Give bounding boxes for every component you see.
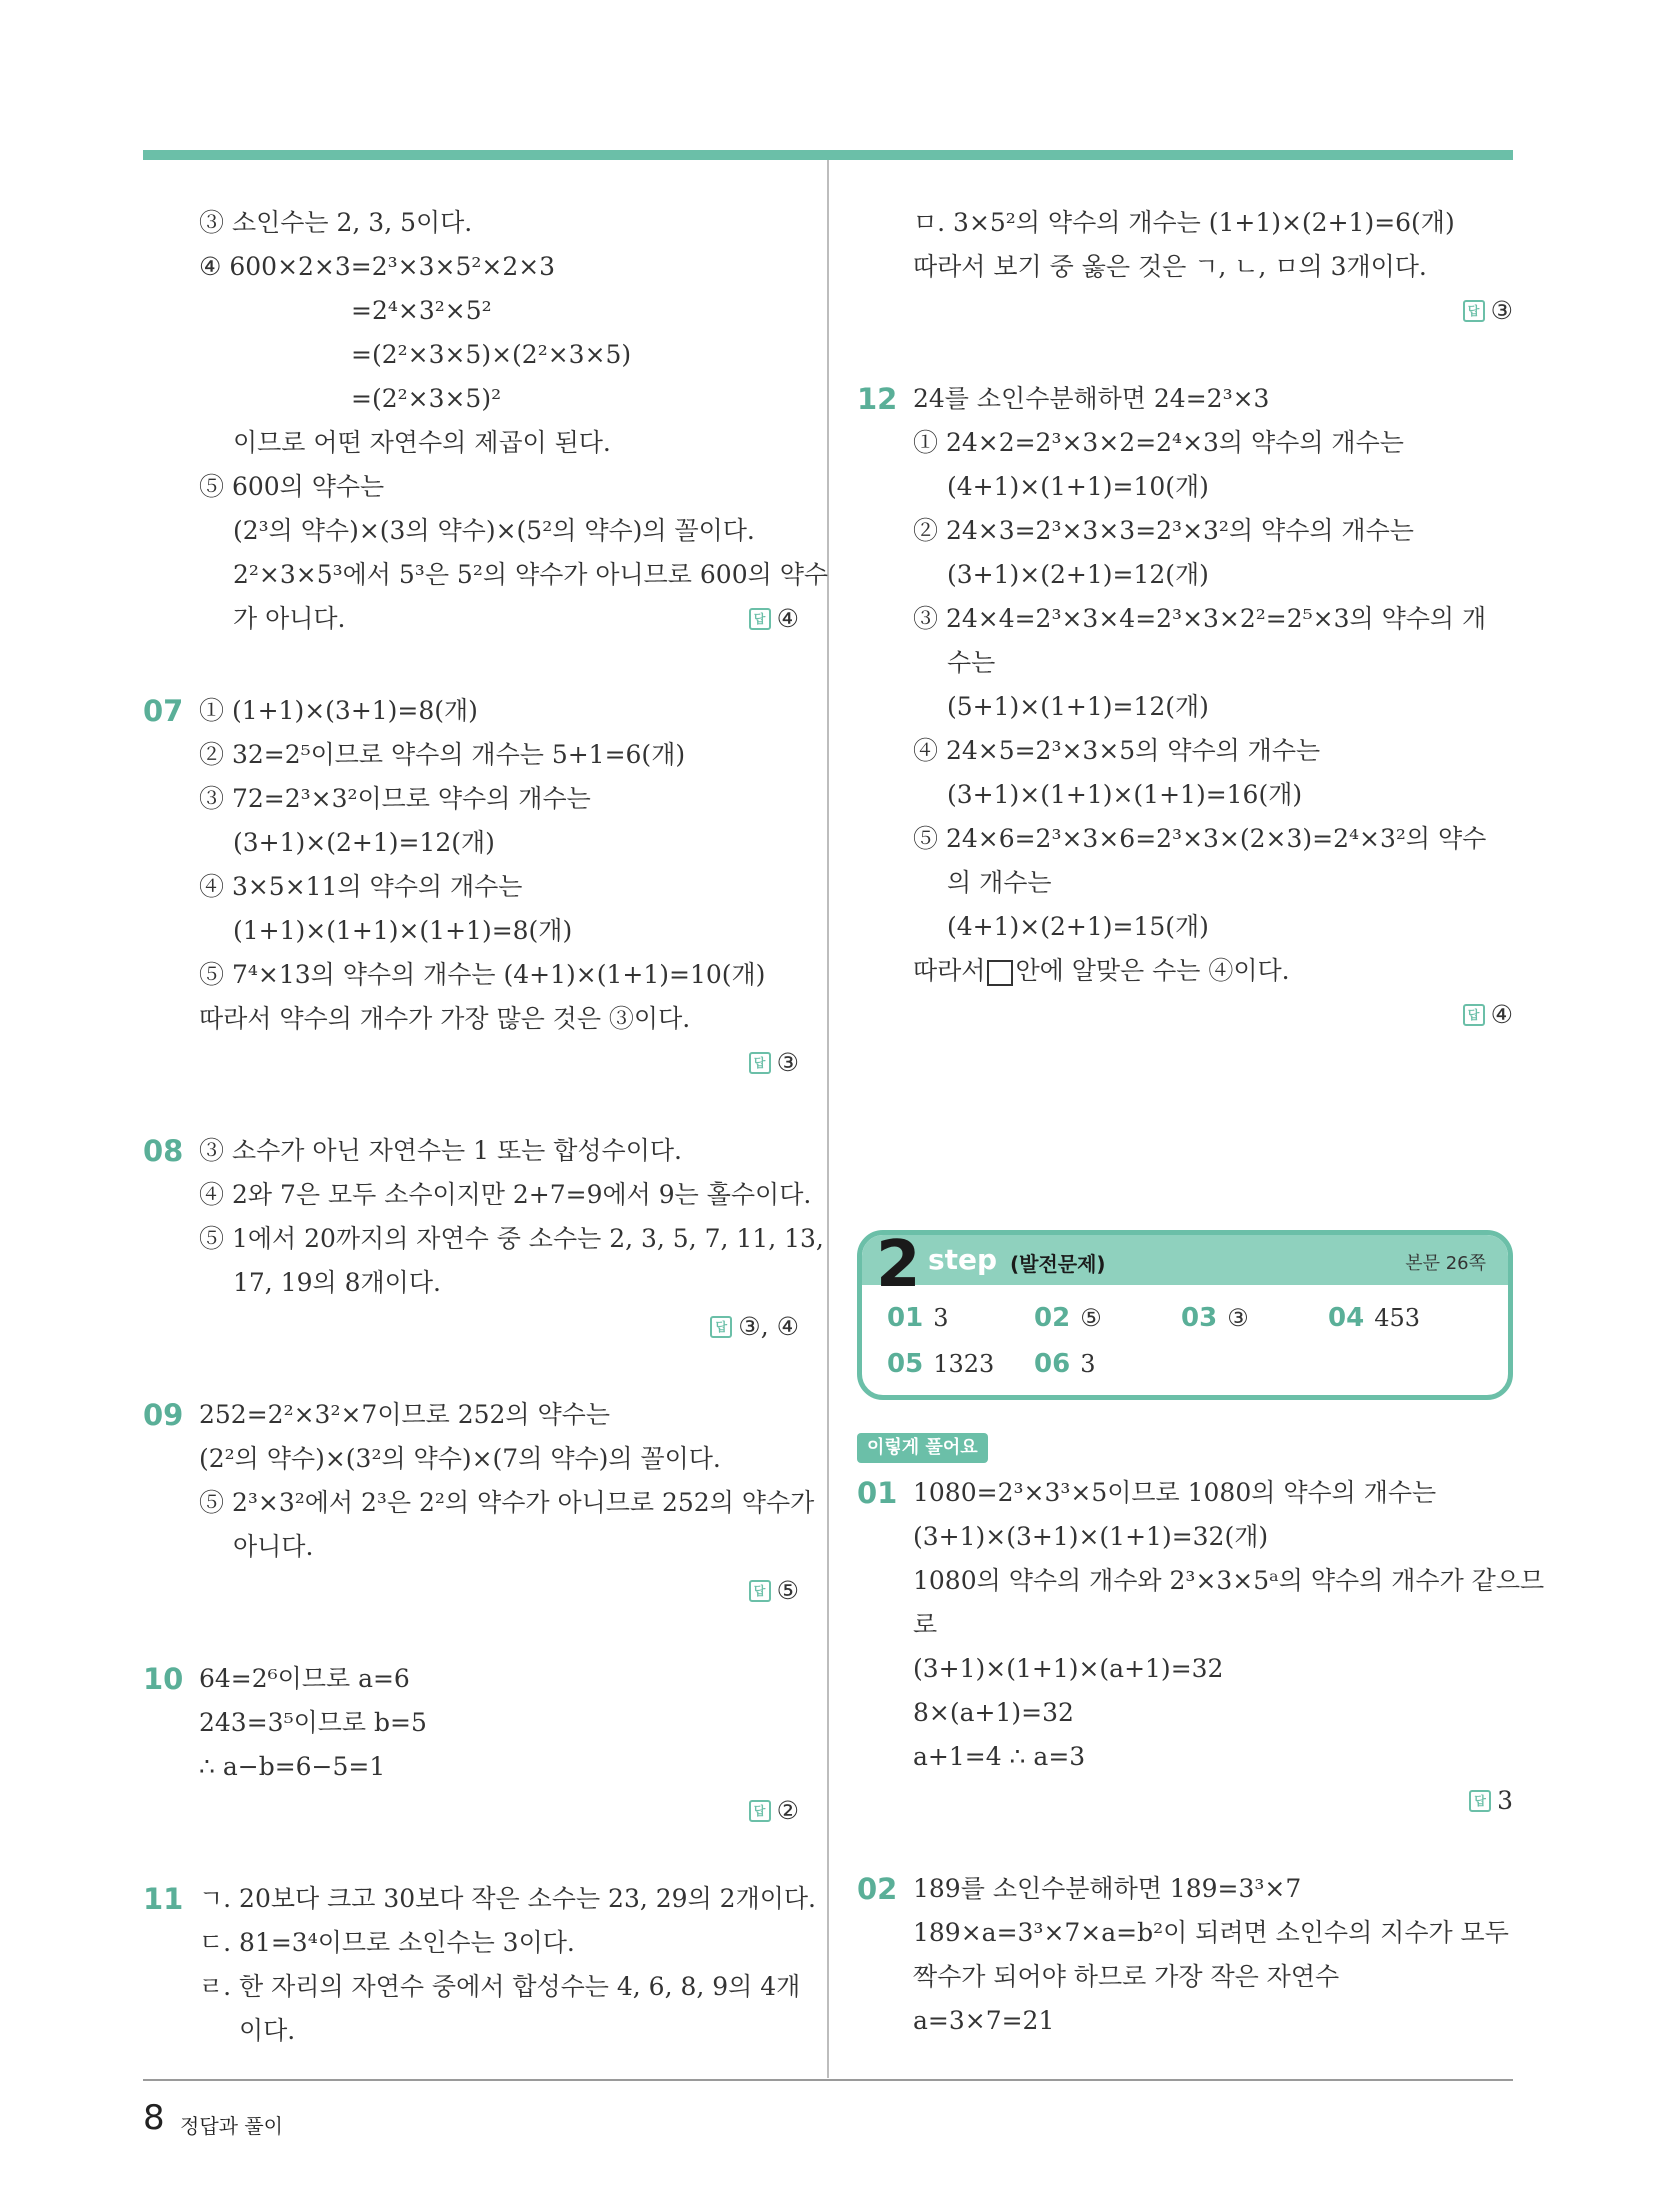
text-line: ③ 72=2³×3²이므로 약수의 개수는 — [199, 784, 591, 813]
text-line: ② 32=2⁵이므로 약수의 개수는 5+1=6(개) — [199, 740, 686, 769]
text-line: ④ 600×2×3=2³×3×5²×2×3 — [199, 252, 556, 281]
answer-value: ② — [776, 1796, 799, 1825]
text-line: =(2²×3×5)² — [351, 384, 502, 413]
problem-number: 09 — [143, 1398, 184, 1432]
text-line: (2³의 약수)×(3의 약수)×(5²의 약수)의 꼴이다. — [233, 516, 755, 545]
text-line: (3+1)×(2+1)=12(개) — [947, 560, 1209, 589]
step-answer-value: ③ — [1227, 1304, 1249, 1332]
step-number: 2 — [876, 1230, 921, 1302]
answer-value: ③ — [776, 1048, 799, 1077]
text-line: 189×a=3³×7×a=b²이 되려면 소인수의 지수가 모두 — [913, 1918, 1509, 1947]
problem-number: 10 — [143, 1662, 184, 1696]
step-answer-item — [887, 1303, 948, 1333]
answer-icon: 답 — [749, 1580, 771, 1602]
text-line: 64=2⁶이므로 a=6 — [199, 1664, 410, 1693]
column-divider — [827, 160, 829, 2078]
text-fragment: 따라서 — [913, 956, 986, 985]
problem-number: 01 — [857, 1476, 898, 1510]
step-answer-num: 06 — [1034, 1349, 1071, 1379]
text-line: 189를 소인수분해하면 189=3³×7 — [913, 1874, 1302, 1903]
text-line: ∴ a−b=6−5=1 — [199, 1752, 386, 1781]
answer-value: ④ — [1490, 1000, 1513, 1029]
text-line: 이므로 어떤 자연수의 제곱이 된다. — [233, 428, 611, 457]
answer-icon: 답 — [1463, 300, 1485, 322]
answer-value: ④ — [776, 604, 799, 633]
step-answer-item — [1034, 1303, 1102, 1333]
text-line: (3+1)×(2+1)=12(개) — [233, 828, 495, 857]
text-line: (4+1)×(1+1)=10(개) — [947, 472, 1209, 501]
answer-icon: 답 — [710, 1316, 732, 1338]
text-line: 17, 19의 8개이다. — [233, 1268, 441, 1297]
step-answer-num: 03 — [1181, 1303, 1218, 1333]
text-line: ⑤ 1에서 20까지의 자연수 중 소수는 2, 3, 5, 7, 11, 13, — [199, 1224, 824, 1253]
problem-number: 02 — [857, 1872, 898, 1906]
text-line: 아니다. — [233, 1532, 314, 1561]
text-line: (3+1)×(1+1)×(1+1)=16(개) — [947, 780, 1303, 809]
step-answer-item — [1328, 1303, 1420, 1333]
text-line: 24를 소인수분해하면 24=2³×3 — [913, 384, 1270, 413]
answer-icon: 답 — [749, 1052, 771, 1074]
page-number: 8 — [143, 2098, 165, 2138]
text-line: ② 24×3=2³×3×3=2³×3²의 약수의 개수는 — [913, 516, 1414, 545]
text-line: ㄹ. 한 자리의 자연수 중에서 합성수는 4, 6, 8, 9의 4개 — [199, 1972, 801, 2001]
text-line: 수는 — [947, 648, 996, 677]
text-line: 로 — [913, 1610, 938, 1639]
answer-label — [749, 1576, 799, 1606]
text-line: =2⁴×3²×5² — [351, 296, 492, 325]
text-line: ④ 2와 7은 모두 소수이지만 2+7=9에서 9는 홀수이다. — [199, 1180, 812, 1209]
answer-value: ⑤ — [776, 1576, 799, 1605]
step-answer-value: 3 — [933, 1304, 949, 1332]
step-answer-num: 01 — [887, 1303, 924, 1333]
text-fragment: 안에 알맞은 수는 ④이다. — [1015, 956, 1290, 985]
text-line: 가 아니다. — [233, 604, 346, 633]
step-answer-value: 453 — [1374, 1304, 1420, 1332]
text-line: 따라서 보기 중 옳은 것은 ㄱ, ㄴ, ㅁ의 3개이다. — [913, 252, 1427, 281]
text-line: 1080의 약수의 개수와 2³×3×5ᵃ의 약수의 개수가 같으므 — [913, 1566, 1545, 1595]
text-line: ① 24×2=2³×3×2=2⁴×3의 약수의 개수는 — [913, 428, 1404, 457]
answer-label — [749, 1048, 799, 1078]
text-line: a=3×7=21 — [913, 2006, 1055, 2035]
text-line: ③ 소인수는 2, 3, 5이다. — [199, 208, 473, 237]
answer-label — [1469, 1786, 1513, 1816]
text-line: ㄷ. 81=3⁴이므로 소인수는 3이다. — [199, 1928, 575, 1957]
text-line: ③ 소수가 아닌 자연수는 1 또는 합성수이다. — [199, 1136, 682, 1165]
text-line: ⑤ 2³×3²에서 2³은 2²의 약수가 아니므로 252의 약수가 — [199, 1488, 815, 1517]
answer-icon: 답 — [749, 1800, 771, 1822]
answer-label — [749, 604, 799, 634]
text-line: 따라서 약수의 개수가 가장 많은 것은 ③이다. — [199, 1004, 691, 1033]
footer-rule — [143, 2079, 1513, 2081]
text-line: (5+1)×(1+1)=12(개) — [947, 692, 1209, 721]
answer-value: 3 — [1497, 1786, 1513, 1815]
problem-number: 07 — [143, 694, 184, 728]
answer-icon: 답 — [1463, 1004, 1485, 1026]
problem-number: 11 — [143, 1882, 184, 1916]
text-line: (4+1)×(2+1)=15(개) — [947, 912, 1209, 941]
problem-number: 08 — [143, 1134, 184, 1168]
step-answer-num: 05 — [887, 1349, 924, 1379]
text-line: ④ 3×5×11의 약수의 개수는 — [199, 872, 523, 901]
text-line: =(2²×3×5)×(2²×3×5) — [351, 340, 632, 369]
text-line: 짝수가 되어야 하므로 가장 작은 자연수 — [913, 1962, 1340, 1991]
text-line: (3+1)×(3+1)×(1+1)=32(개) — [913, 1522, 1269, 1551]
step-page-ref: 본문 26쪽 — [1405, 1253, 1486, 1274]
answer-label — [1463, 1000, 1513, 1030]
top-accent-bar — [143, 150, 1513, 160]
text-line: 243=3⁵이므로 b=5 — [199, 1708, 427, 1737]
text-line: 252=2²×3²×7이므로 252의 약수는 — [199, 1400, 610, 1429]
answer-value: ③ — [1490, 296, 1513, 325]
step-answer-value: ⑤ — [1080, 1304, 1102, 1332]
solution-tag: 이렇게 풀어요 — [857, 1433, 988, 1463]
answer-value: ③, ④ — [738, 1312, 799, 1341]
text-line: (2²의 약수)×(3²의 약수)×(7의 약수)의 꼴이다. — [199, 1444, 721, 1473]
step-answer-item — [1181, 1303, 1249, 1333]
step-subtitle: (발전문제) — [1010, 1252, 1106, 1276]
answer-icon: 답 — [749, 608, 771, 630]
text-line: ③ 24×4=2³×3×4=2³×3×2²=2⁵×3의 약수의 개 — [913, 604, 1487, 633]
text-line: ⑤ 24×6=2³×3×6=2³×3×(2×3)=2⁴×3²의 약수 — [913, 824, 1487, 853]
step-answer-num: 02 — [1034, 1303, 1071, 1333]
step-header — [862, 1230, 1508, 1302]
blank-box — [987, 960, 1013, 986]
text-line: (3+1)×(1+1)×(a+1)=32 — [913, 1654, 1224, 1683]
problem-number: 12 — [857, 382, 898, 416]
answer-label — [749, 1796, 799, 1826]
step-answer-item — [887, 1349, 994, 1379]
text-line: ⑤ 600의 약수는 — [199, 472, 385, 501]
text-line: 이다. — [239, 2016, 296, 2045]
text-line: ㅁ. 3×5²의 약수의 개수는 (1+1)×(2+1)=6(개) — [913, 208, 1455, 237]
text-line: 1080=2³×3³×5이므로 1080의 약수의 개수는 — [913, 1478, 1437, 1507]
text-line: ㄱ. 20보다 크고 30보다 작은 소수는 23, 29의 2개이다. — [199, 1884, 816, 1913]
step-answer-value: 3 — [1080, 1350, 1096, 1378]
answer-label — [1463, 296, 1513, 326]
step-answer-item — [1034, 1349, 1095, 1379]
footer-title: 정답과 풀이 — [180, 2114, 283, 2138]
text-line: ① (1+1)×(3+1)=8(개) — [199, 696, 478, 725]
answer-label — [710, 1312, 799, 1342]
text-line — [913, 956, 1290, 986]
step-answer-num: 04 — [1328, 1303, 1365, 1333]
answer-icon: 답 — [1469, 1790, 1491, 1812]
step-title: step — [928, 1243, 998, 1276]
text-line: ④ 24×5=2³×3×5의 약수의 개수는 — [913, 736, 1321, 765]
text-line: 8×(a+1)=32 — [913, 1698, 1074, 1727]
text-line: 2²×3×5³에서 5³은 5²의 약수가 아니므로 600의 약수 — [233, 560, 829, 589]
text-line: 의 개수는 — [947, 868, 1052, 897]
text-line: (1+1)×(1+1)×(1+1)=8(개) — [233, 916, 573, 945]
text-line: ⑤ 7⁴×13의 약수의 개수는 (4+1)×(1+1)=10(개) — [199, 960, 766, 989]
text-line: a+1=4 ∴ a=3 — [913, 1742, 1086, 1771]
step-answer-value: 1323 — [933, 1350, 995, 1378]
step-summary-box — [857, 1230, 1513, 1400]
